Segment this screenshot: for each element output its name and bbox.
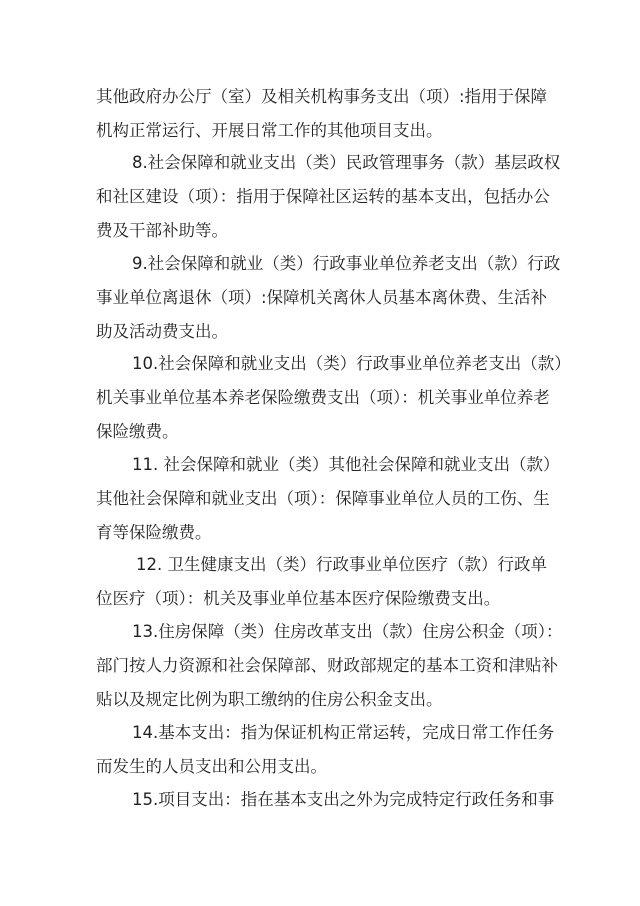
text-line: 13.住房保障（类）住房改革支出（款）住房公积金（项）：	[132, 622, 563, 641]
paragraph-item-15	[96, 783, 555, 817]
paragraph-item-10	[96, 347, 571, 449]
paragraph-item-8	[96, 146, 561, 248]
text-line: 8.社会保障和就业支出（类）民政管理事务（款）基层政权	[132, 153, 561, 172]
text-line: 贴以及规定比例为职工缴纳的住房公积金支出。	[96, 690, 443, 709]
text-line: 育等保险缴费。	[96, 523, 212, 542]
paragraph-item-14	[96, 716, 555, 784]
text-line: 部门按人力资源和社会保障部、财政部规定的基本工资和津贴补	[96, 656, 558, 675]
text-line: 其他政府办公厅（室）及相关机构事务支出（项）:指用于保障	[96, 87, 548, 106]
text-line: 12. 卫生健康支出（类）行政事业单位医疗（款）行政单	[136, 555, 547, 574]
text-line: 费及干部补助等。	[96, 221, 228, 240]
text-line: 9.社会保障和就业（类）行政事业单位养老支出（款）行政	[132, 254, 561, 273]
paragraph-item-11	[96, 448, 560, 550]
text-line: 和社区建设（项）：指用于保障社区运转的基本支出，包括办公	[96, 187, 550, 206]
text-line: 保险缴费。	[96, 422, 179, 441]
text-line: 14.基本支出：指为保证机构正常运转，完成日常工作任务	[132, 723, 555, 742]
text-line: 10.社会保障和就业支出（类）行政事业单位养老支出（款）	[132, 354, 571, 373]
paragraph-7-continuation	[96, 80, 546, 148]
text-line: 15.项目支出：指在基本支出之外为完成特定行政任务和事	[132, 790, 555, 809]
paragraph-item-9	[96, 247, 561, 349]
text-line: 而发生的人员支出和公用支出。	[96, 757, 327, 776]
text-line: 机关事业单位基本养老保险缴费支出（项）：机关事业单位养老	[96, 388, 550, 407]
text-line: 11. 社会保障和就业（类）其他社会保障和就业支出（款）	[132, 455, 560, 474]
text-line: 其他社会保障和就业支出（项）：保障事业单位人员的工伤、生	[96, 489, 550, 508]
paragraph-item-13	[96, 615, 563, 717]
text-line: 事业单位离退休（项）:保障机关离休人员基本离休费、生活补	[96, 288, 548, 307]
paragraph-item-12	[96, 548, 546, 616]
text-line: 位医疗（项）：机关及事业单位基本医疗保险缴费支出。	[96, 589, 501, 608]
text-line: 机构正常运行、开展日常工作的其他项目支出。	[96, 121, 443, 140]
text-line: 助及活动费支出。	[96, 322, 228, 341]
